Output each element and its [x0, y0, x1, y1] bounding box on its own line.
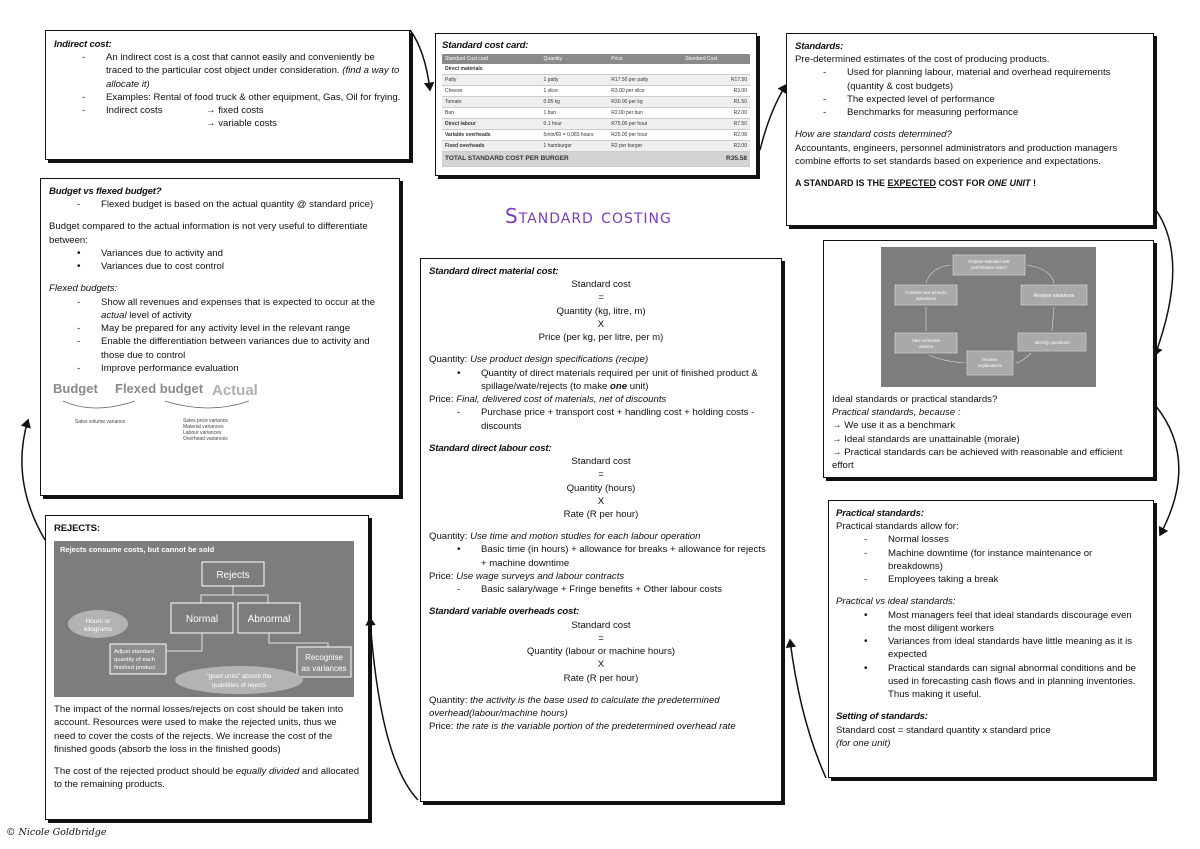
cost-card-cell: R30.00 per kg — [608, 97, 682, 108]
cycle-node-text: performance report — [971, 265, 1007, 270]
flexed-point: - Improve performance evaluation — [49, 362, 391, 375]
cost-card-cell: R7.50 — [682, 119, 750, 130]
cost-card-cell: Patty — [442, 75, 541, 86]
cost-card-row — [442, 75, 750, 86]
total-label: TOTAL STANDARD COST PER BURGER — [442, 152, 682, 167]
col-header: Price — [608, 54, 682, 64]
cycle-node-text: Identify questions — [1034, 340, 1070, 345]
flexed-point: - Enable the differentiation between variances due to activity and those due to control — [49, 335, 391, 361]
dl-quantity-point: • Basic time (in hours) + allowance for breaks + allowance for rejects + machine downtime — [429, 543, 773, 569]
cost-card-cell: Fixed overheads — [442, 141, 541, 152]
standard-cost-card-box — [435, 33, 757, 176]
budget-point: - Flexed budget is based on the actual quantity @ standard price) — [49, 198, 391, 211]
cost-card-row — [442, 86, 750, 97]
cost-card-cell: 0.1 hour — [541, 119, 609, 130]
diagram-variance-item: Sales price variance — [183, 418, 229, 425]
flexed-budgets-heading: Flexed budgets: — [49, 283, 118, 295]
rejects-diagram — [54, 541, 354, 697]
standards-answer: Accountants, engineers, personnel administrators and production managers combine efforts to set standards based on experience and expectations. — [795, 142, 1118, 167]
diagram-volume-variance: Sales volume variance — [75, 419, 126, 426]
cost-card-cell: 5min/60 = 0,083 hours — [541, 130, 609, 141]
cost-card-cell: R2.00 — [682, 141, 750, 152]
budget-heading: Budget vs flexed budget? — [49, 186, 162, 197]
col-header: Standard Cost — [682, 54, 750, 64]
cost-card-cell: R17.50 — [682, 75, 750, 86]
practical-point: - Normal losses — [836, 533, 1146, 546]
practical-vs-heading: Practical vs ideal standards: — [836, 596, 956, 608]
direct-material-formula: Standard cost = Quantity (kg, litre, m) X Price (per kg, per litre, per m) — [538, 279, 664, 344]
practical-vs-point: • Most managers feel that ideal standards discourage even the most diligent workers — [836, 609, 1146, 635]
cost-card-total-row — [442, 152, 750, 167]
good-units-text: "good units" absorb the — [206, 673, 272, 681]
setting-heading: Setting of standards: — [836, 711, 928, 723]
practical-heading: Practical standards: — [836, 508, 924, 519]
cycle-node-text: Conduct next period's — [905, 290, 947, 295]
cost-card-cell: R3.00 per slice — [608, 86, 682, 97]
standards-heading: Standards: — [795, 41, 844, 52]
abnormal-node-label: Abnormal — [247, 614, 291, 626]
diagram-variance-item: Overhead variances — [183, 436, 228, 443]
diagram-left-bracket — [63, 401, 135, 408]
setting-note: (for one unit) — [836, 737, 891, 749]
cost-card-cell: 1 hamburger — [541, 141, 609, 152]
budget-box — [40, 178, 400, 496]
cycle-node-text: Take corrective — [911, 338, 941, 343]
cycle-node-text: explanations — [977, 363, 1003, 368]
rejects-paragraph: The impact of the normal losses/rejects on cost should be taken into account. Resources were used to make the rejected units, thus we need to cover the costs of the rejects. We increase the cost of the finished goods (absorb the loss in the finished goods) — [54, 704, 344, 755]
diagram-budget-label: Budget — [53, 381, 98, 397]
budget-point: • Variances due to activity and — [49, 247, 391, 260]
standards-point: - Used for planning labour, material and overhead requirements (quantity & cost budgets) — [795, 66, 1145, 92]
cost-card-cell: 1 slice — [541, 86, 609, 97]
cost-card-cell: Bun — [442, 108, 541, 119]
cycle-node — [895, 333, 957, 353]
adjust-text: Adjust standard — [114, 649, 155, 656]
diagram-right-bracket — [165, 401, 249, 408]
cost-card-cell: R2.00 — [682, 108, 750, 119]
diagram-flexed-label: Flexed budget — [115, 381, 204, 397]
diagram-actual-label: Actual — [212, 382, 258, 400]
page-title: Standard costing — [505, 204, 672, 228]
standards-key-statement: A STANDARD IS THE EXPECTED COST FOR ONE UNIT ! — [795, 178, 1037, 189]
direct-labour-heading: Standard direct labour cost: — [429, 442, 552, 454]
adjust-text: quantity of each — [114, 657, 155, 664]
cost-card-cell: Direct labour — [442, 119, 541, 130]
budget-paragraph: Budget compared to the actual information is not very useful to differentiate between: — [49, 221, 368, 246]
recognise-text: as variances — [301, 664, 347, 674]
ideal-practical-box — [823, 240, 1154, 478]
cost-card-cell: R17.50 per patty — [608, 75, 682, 86]
col-header: Quantity — [541, 54, 609, 64]
hours-bubble-text: kilograms — [84, 626, 112, 634]
arrow-cycle-to-practical — [1155, 405, 1179, 535]
dm-price-point: - Purchase price + transport cost + handling cost + holding costs - discounts — [429, 406, 773, 432]
cost-card-cell: Direct materials — [442, 64, 541, 75]
direct-material-heading: Standard direct material cost: — [429, 266, 559, 277]
indirect-cost-definition: - An indirect cost is a cost that cannot easily and conveniently be traced to the particular cost object under consideration. (find a way to allocate it) — [54, 51, 401, 91]
good-units-text: quantities of rejects — [211, 682, 267, 690]
standards-question: How are standard costs determined? — [795, 129, 952, 141]
rejects-heading: REJECTS: — [54, 523, 100, 534]
col-header: Standard Cost card — [442, 54, 541, 64]
indirect-cost-heading: Indirect cost: — [54, 39, 112, 50]
cost-card-cell: R25.00 per hour — [608, 130, 682, 141]
cost-card-row — [442, 64, 750, 75]
reason: → We use it as a benchmark — [832, 420, 955, 432]
budget-diagram — [49, 377, 389, 452]
cycle-node-text: Analyse variances — [1033, 293, 1075, 299]
cost-card-row — [442, 130, 750, 141]
cost-card-cell — [682, 64, 750, 75]
arrow-indirect-to-card — [410, 30, 430, 90]
cost-card-heading: Standard cost card: — [442, 40, 529, 51]
cost-card-cell: R1.50 — [682, 97, 750, 108]
flexed-point: - Show all revenues and expenses that is expected to occur at the actual level of activity — [49, 296, 391, 322]
cost-card-cell: R2.08 — [682, 130, 750, 141]
cost-card-cell: R3.00 — [682, 86, 750, 97]
cost-card-cell: 1 bun — [541, 108, 609, 119]
cycle-node-text: Receive — [982, 357, 998, 362]
cycle-node-text: operations — [915, 296, 937, 301]
copyright: © Nicole Goldbridge — [6, 827, 107, 838]
direct-labour-formula: Standard cost = Quantity (hours) X Rate (R per hour) — [563, 456, 639, 520]
variable-overheads-heading: Standard variable overheads cost: — [429, 606, 580, 618]
performance-cycle-diagram — [881, 247, 1096, 387]
rejects-paragraph: The cost of the rejected product should be equally divided and allocated to the remaining products. — [54, 766, 360, 791]
vo-price: Price: the rate is the variable portion of the predetermined overhead rate — [429, 721, 736, 733]
cycle-node-text: actions — [919, 344, 933, 349]
indirect-cost-examples: - Examples: Rental of food truck & other equipment, Gas, Oil for frying. — [54, 91, 401, 104]
cost-card-cell: Cheese — [442, 86, 541, 97]
cost-card-cell — [608, 64, 682, 75]
practical-point: - Machine downtime (for instance maintenance or breakdowns) — [836, 547, 1146, 573]
cost-card-table — [442, 54, 750, 167]
cost-card-cell: 1 patty — [541, 75, 609, 86]
cost-card-cell: Variable overheads — [442, 130, 541, 141]
total-value: R35.58 — [682, 152, 750, 167]
cost-card-cell: Tomato — [442, 97, 541, 108]
practical-vs-point: • Variances from ideal standards have little meaning as it is expected — [836, 635, 1146, 661]
dm-quantity-point: • Quantity of direct materials required per unit of finished product & spillage/wate/rejects (to make one unit) — [429, 367, 773, 393]
dl-price: Price: Use wage surveys and labour contracts — [429, 570, 625, 582]
standards-intro: Pre-determined estimates of the cost of producing products. — [795, 54, 1050, 66]
standards-box — [786, 33, 1154, 226]
setting-formula: Standard cost = standard quantity x standard price — [836, 724, 1051, 736]
reason: → Ideal standards are unattainable (morale) — [832, 433, 1020, 445]
cycle-node-text: Prepare standard cost — [968, 259, 1010, 264]
practical-because: Practical standards, because : — [832, 407, 961, 419]
ideal-question: Ideal standards or practical standards? — [832, 394, 998, 405]
cost-card-cell — [541, 64, 609, 75]
rejects-box — [45, 515, 369, 820]
arrow-card-to-standards — [760, 85, 786, 150]
cost-card-cell: R2 per burger — [608, 141, 682, 152]
cost-card-row — [442, 97, 750, 108]
budget-point: • Variances due to cost control — [49, 260, 391, 273]
practical-intro: Practical standards allow for: — [836, 521, 959, 533]
arrow-practical-to-middle — [790, 640, 826, 778]
standards-point: - Benchmarks for measuring performance — [795, 106, 1145, 119]
variable-overheads-formula: Standard cost = Quantity (labour or machine hours) X Rate (R per hour) — [526, 619, 676, 684]
hours-bubble-text: Hours or — [85, 618, 111, 626]
dl-quantity: Quantity: Use time and motion studies for each labour operation — [429, 531, 701, 543]
indirect-cost-types: - Indirect costs → fixed costs → variable costs — [54, 104, 401, 130]
practical-point: - Employees taking a break — [836, 573, 1146, 586]
cycle-node — [895, 285, 957, 305]
reason: → Practical standards can be achieved with reasonable and efficient effort — [832, 446, 1123, 472]
indirect-cost-box — [45, 30, 410, 160]
recognise-text: Recognise — [305, 653, 343, 663]
standard-costs-box — [420, 258, 782, 802]
arrow-middle-to-rejects — [370, 618, 418, 800]
vo-quantity: Quantity: the activity is the base used to calculate the predetermined overhead(labour/machine hours) — [429, 694, 720, 720]
cost-card-row — [442, 108, 750, 119]
rejects-node-label: Rejects — [216, 570, 250, 582]
cost-card-cell: R2.00 per bun — [608, 108, 682, 119]
practical-vs-point: • Practical standards can signal abnormal conditions and be used in forecasting cash flows and in planning inventories. Thus making it useful. — [836, 662, 1146, 702]
standards-point: - The expected level of performance — [795, 93, 1145, 106]
rejects-slide-title: Rejects consume costs, but cannot be sold — [60, 545, 215, 555]
arrow-standards-to-cycle — [1155, 210, 1173, 355]
normal-node-label: Normal — [185, 614, 219, 626]
dm-price: Price: Final, delivered cost of materials, net of discounts — [429, 394, 667, 406]
flexed-point: - May be prepared for any activity level in the relevant range — [49, 322, 391, 335]
cost-card-cell: 0.05 kg — [541, 97, 609, 108]
cost-card-row — [442, 141, 750, 152]
diagram-variance-item: Material variances — [183, 424, 224, 431]
practical-standards-box — [828, 500, 1154, 778]
good-units-bubble — [175, 666, 303, 694]
dl-price-point: - Basic salary/wage + Fringe benefits + Other labour costs — [429, 583, 773, 596]
adjust-text: finished product — [114, 665, 155, 672]
cost-card-row — [442, 119, 750, 130]
cost-card-cell: R75.00 per hour — [608, 119, 682, 130]
diagram-variance-item: Labour variances — [183, 430, 222, 437]
dm-quantity: Quantity: Use product design specifications (recipe) — [429, 354, 649, 366]
